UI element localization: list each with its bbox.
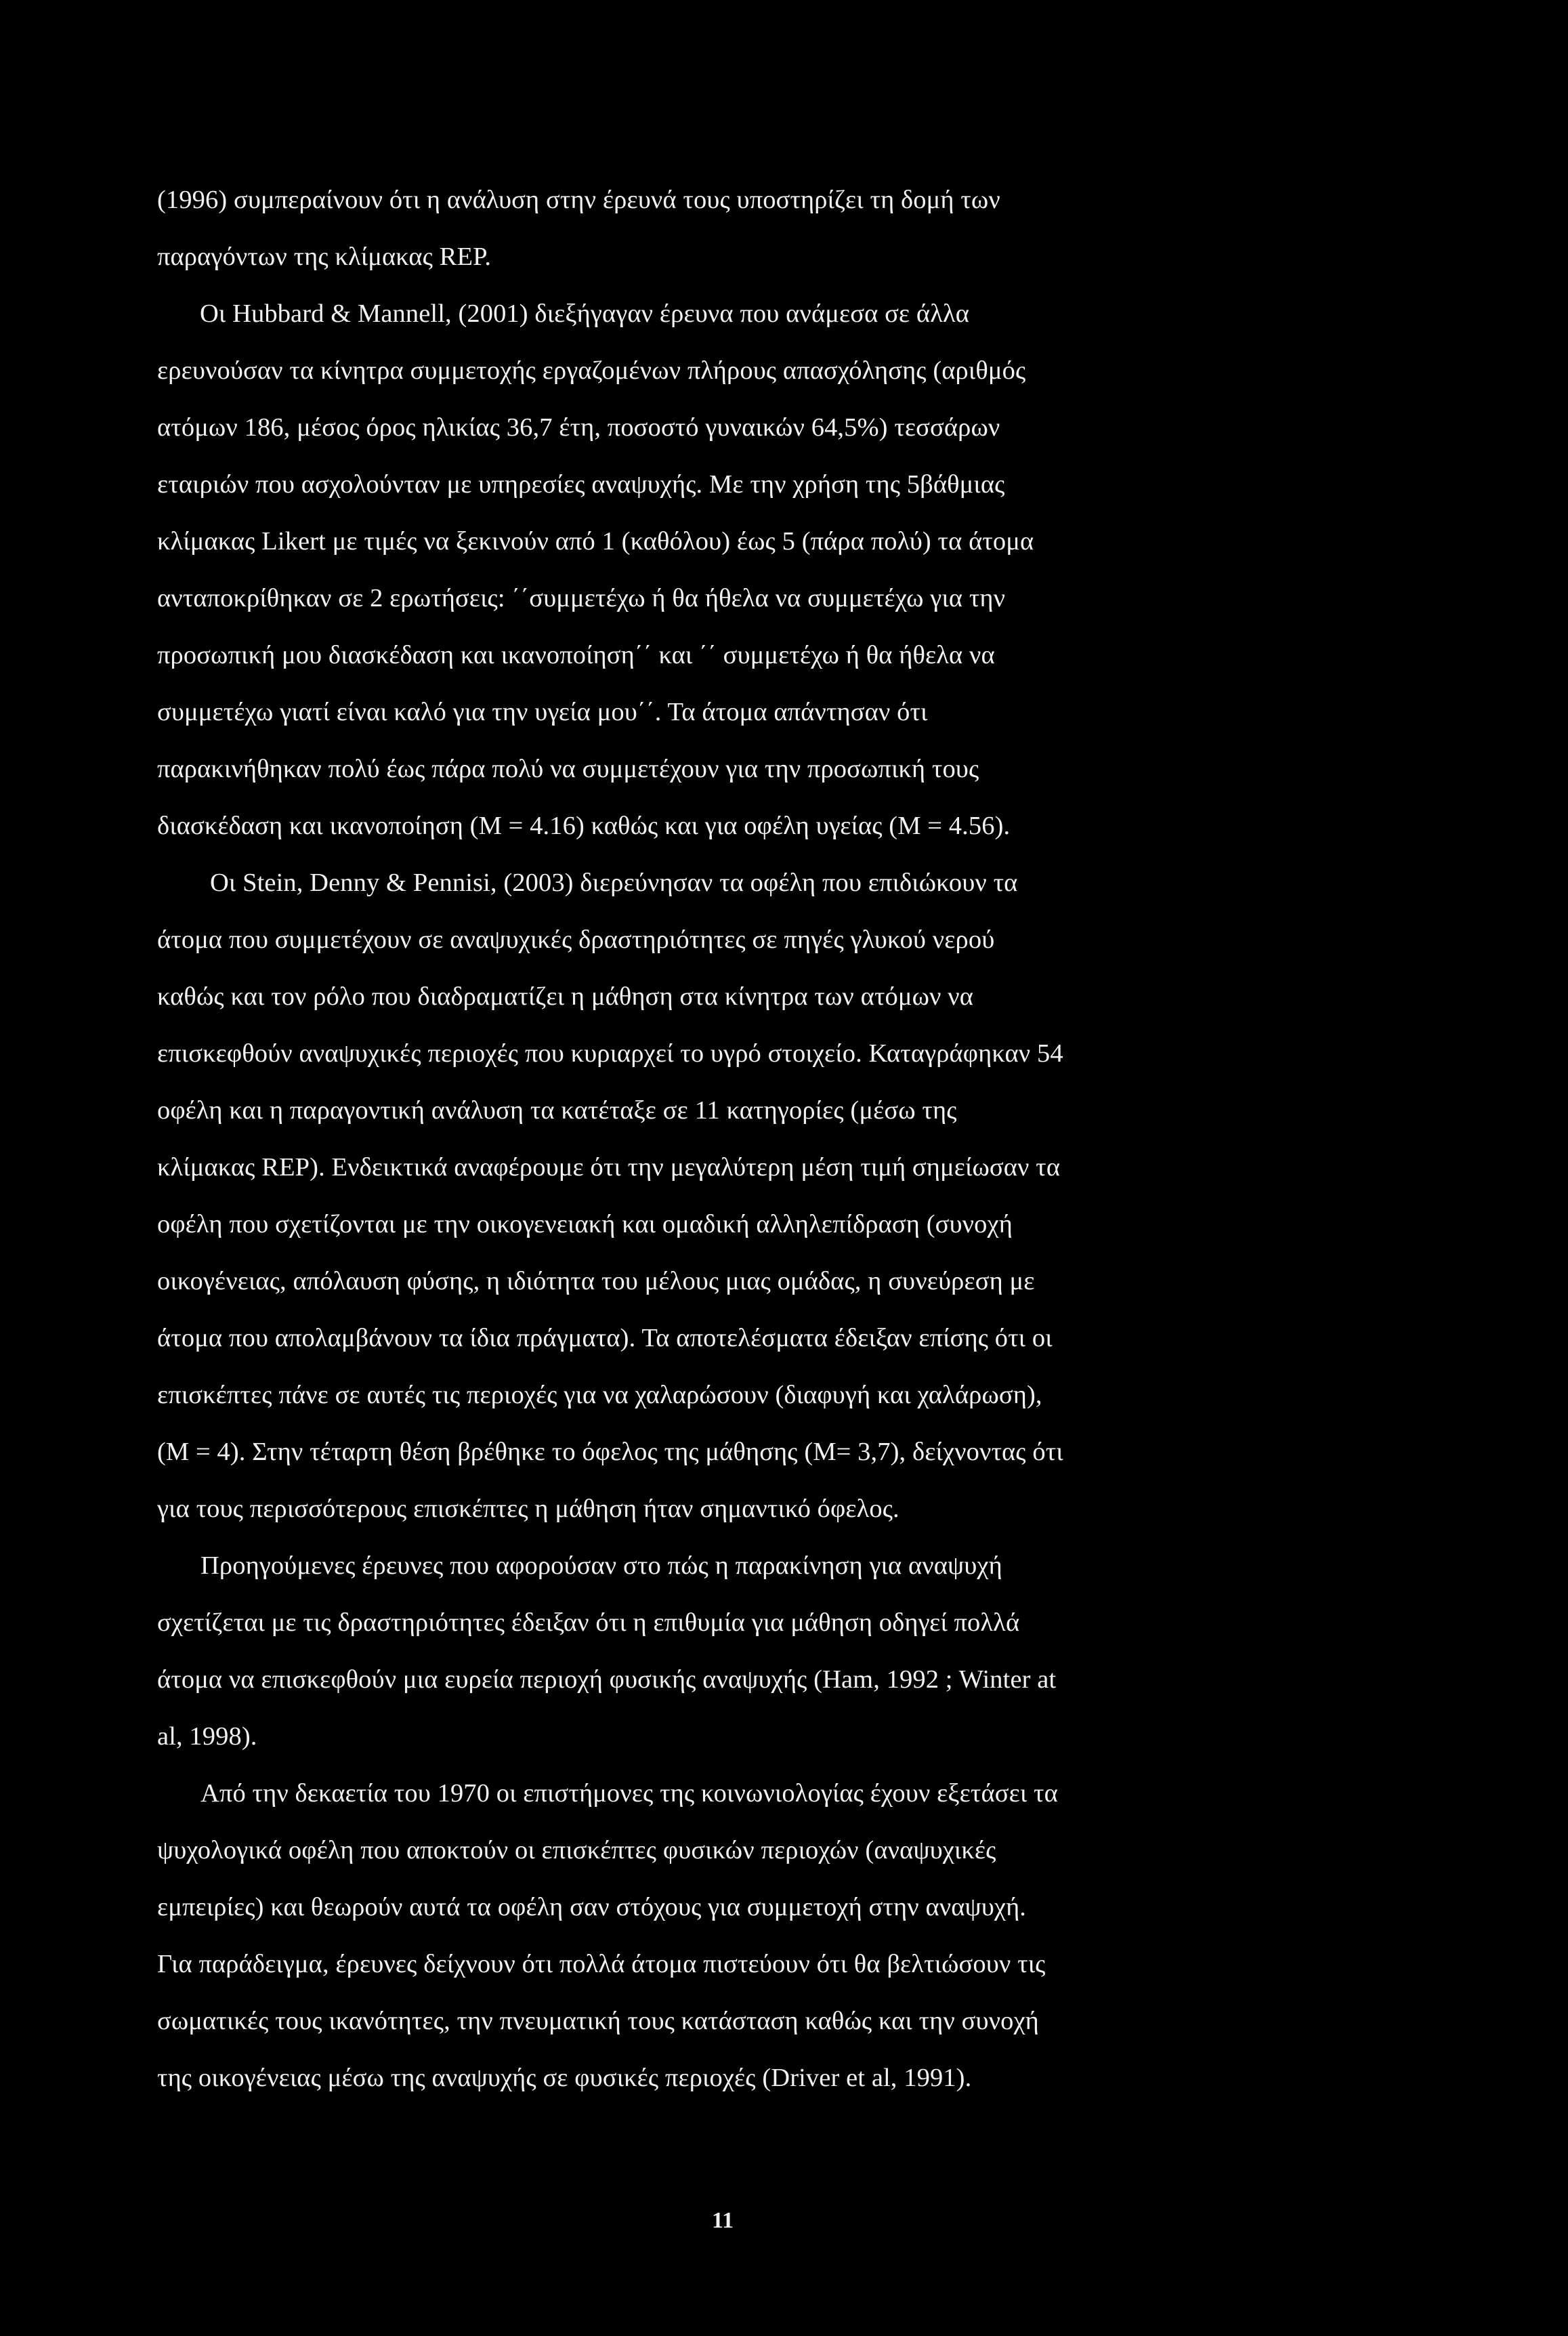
text-line: επισκεφθούν αναψυχικές περιοχές που κυριαρχεί το υγρό στοιχείο. Καταγράφηκαν 54 <box>157 1039 1063 1068</box>
text-line: ατόμων 186, μέσος όρος ηλικίας 36,7 έτη, ποσοστό γυναικών 64,5%) τεσσάρων <box>157 413 1000 442</box>
text-line: Για παράδειγμα, έρευνες δείχνουν ότι πολλά άτομα πιστεύουν ότι θα βελτιώσουν τις <box>157 1950 1046 1978</box>
text-line: για τους περισσότερους επισκέπτες η μάθηση ήταν σημαντικό όφελος. <box>157 1495 899 1523</box>
paragraph-start-line: Από την δεκαετία του 1970 οι επιστήμονες της κοινωνιολογίας έχουν εξετάσει τα <box>200 1779 1058 1808</box>
text-line: παρακινήθηκαν πολύ έως πάρα πολύ να συμμετέχουν για την προσωπική τους <box>157 755 979 783</box>
text-line: άτομα να επισκεφθούν μια ευρεία περιοχή φυσικής αναψυχής (Ham, 1992 ; Winter at <box>157 1665 1057 1694</box>
paragraph-start-line: Οι Stein, Denny & Pennisi, (2003) διερεύνησαν τα οφέλη που επιδιώκουν τα <box>210 869 1018 897</box>
text-line: καθώς και τον ρόλο που διαδραματίζει η μάθηση στα κίνητρα των ατόμων να <box>157 982 974 1011</box>
text-line: παραγόντων της κλίμακας REP. <box>157 243 492 271</box>
text-line: κλίμακας Likert με τιμές να ξεκινούν από 1 (καθόλου) έως 5 (πάρα πολύ) τα άτομα <box>157 527 1034 556</box>
text-line: κλίμακας REP). Ενδεικτικά αναφέρουμε ότι την μεγαλύτερη μέση τιμή σημείωσαν τα <box>157 1153 1061 1182</box>
text-line: προσωπική μου διασκέδαση και ικανοποίηση΄΄ και ΄΄ συμμετέχω ή θα ήθελα να <box>157 641 995 669</box>
text-line: εταιριών που ασχολούνταν με υπηρεσίες αναψυχής. Με την χρήση της 5βάθμιας <box>157 470 1005 499</box>
paragraph-start-line: Προηγούμενες έρευνες που αφορούσαν στο πώς η παρακίνηση για αναψυχή <box>200 1551 1002 1580</box>
text-line: εμπειρίες) και θεωρούν αυτά τα οφέλη σαν στόχους για συμμετοχή στην αναψυχή. <box>157 1893 1027 1921</box>
text-line: οικογένειας, απόλαυση φύσης, η ιδιότητα του μέλους μιας ομάδας, η συνεύρεση με <box>157 1267 1035 1295</box>
text-line: (1996) συμπεραίνουν ότι η ανάλυση στην έρευνά τους υποστηρίζει τη δομή των <box>157 186 1000 214</box>
text-line: ερευνούσαν τα κίνητρα συμμετοχής εργαζομένων πλήρους απασχόλησης (αριθμός <box>157 356 1026 385</box>
text-line: της οικογένειας μέσω της αναψυχής σε φυσικές περιοχές (Driver et al, 1991). <box>157 2064 972 2092</box>
text-line: επισκέπτες πάνε σε αυτές τις περιοχές για να χαλαρώσουν (διαφυγή και χαλάρωση), <box>157 1381 1042 1409</box>
text-line: οφέλη που σχετίζονται με την οικογενειακή και ομαδική αλληλεπίδραση (συνοχή <box>157 1210 1013 1238</box>
text-line: άτομα που απολαμβάνουν τα ίδια πράγματα). Τα αποτελέσματα έδειξαν επίσης ότι οι <box>157 1324 1053 1352</box>
text-line: (Μ = 4). Στην τέταρτη θέση βρέθηκε το όφελος της μάθησης (Μ= 3,7), δείχνοντας ότι <box>157 1438 1063 1466</box>
text-line: άτομα που συμμετέχουν σε αναψυχικές δραστηριότητες σε πηγές γλυκού νερού <box>157 925 995 954</box>
text-line: συμμετέχω γιατί είναι καλό για την υγεία μου΄΄. Τα άτομα απάντησαν ότι <box>157 698 928 726</box>
text-line: διασκέδαση και ικανοποίηση (Μ = 4.16) καθώς και για οφέλη υγείας (Μ = 4.56). <box>157 812 1011 840</box>
text-line: σχετίζεται με τις δραστηριότητες έδειξαν ότι η επιθυμία για μάθηση οδηγεί πολλά <box>157 1608 1020 1637</box>
page-number: 11 <box>712 2208 734 2233</box>
text-line: ανταποκρίθηκαν σε 2 ερωτήσεις: ΄΄συμμετέχω ή θα ήθελα να συμμετέχω για την <box>157 584 1006 612</box>
text-line: al, 1998). <box>157 1722 257 1751</box>
text-line: σωματικές τους ικανότητες, την πνευματική τους κατάσταση καθώς και την συνοχή <box>157 2007 1039 2035</box>
text-line: οφέλη και η παραγοντική ανάλυση τα κατέταξε σε 11 κατηγορίες (μέσω της <box>157 1096 957 1125</box>
paragraph-start-line: Οι Hubbard & Mannell, (2001) διεξήγαγαν έρευνα που ανάμεσα σε άλλα <box>200 299 969 328</box>
text-line: ψυχολογικά οφέλη που αποκτούν οι επισκέπτες φυσικών περιοχών (αναψυχικές <box>157 1836 996 1864</box>
